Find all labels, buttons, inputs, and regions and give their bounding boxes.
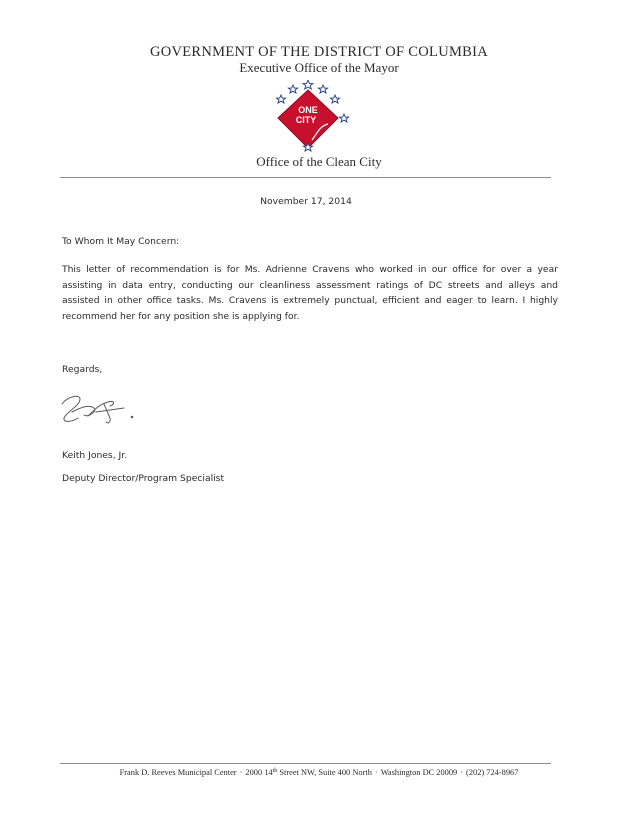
footer-street: Street NW, Suite 400 North xyxy=(277,768,372,777)
footer-street-suffix: th xyxy=(272,768,278,774)
logo-star-icon xyxy=(289,85,298,93)
letterhead-office: Office of the Clean City xyxy=(256,154,382,169)
signer-name: Keith Jones, Jr. xyxy=(62,450,128,461)
footer-phone: (202) 724-8967 xyxy=(466,768,519,777)
logo-star-icon xyxy=(303,80,313,89)
footer-separator: · xyxy=(239,768,243,777)
letterhead-divider xyxy=(60,177,551,178)
logo-star-icon xyxy=(331,95,340,103)
letterhead-executive-office: Executive Office of the Mayor xyxy=(239,60,399,75)
letter-body: This letter of recommendation is for Ms. Adrienne Cravens who worked in our office for over a year assisting in data entry, conducting our cleanliness assessment ratings of DC streets and alleys and assisted in other office tasks. Ms. Cravens is extremely punctual, efficient and eager to learn. I highly recommend her for any position she is applying for. xyxy=(62,264,558,322)
handwritten-signature xyxy=(58,382,148,434)
letter-salutation: To Whom It May Concern: xyxy=(62,236,180,247)
footer-address xyxy=(0,768,638,777)
one-city-logo xyxy=(262,80,354,156)
logo-text-one: ONE xyxy=(298,105,318,115)
logo-star-icon xyxy=(319,85,328,93)
letterhead-government: GOVERNMENT OF THE DISTRICT OF COLUMBIA xyxy=(149,44,489,60)
footer-divider xyxy=(60,763,551,764)
footer-city: Washington DC 20009 xyxy=(380,768,458,777)
letter-closing: Regards, xyxy=(62,364,103,375)
footer-separator: · xyxy=(460,768,464,777)
signer-title: Deputy Director/Program Specialist xyxy=(62,473,225,484)
footer-separator: · xyxy=(374,768,378,777)
footer-building: Frank D. Reeves Municipal Center xyxy=(119,768,237,777)
footer-street-number: 2000 14 xyxy=(245,768,273,777)
logo-text-city: CITY xyxy=(295,115,317,125)
letter-date: November 17, 2014 xyxy=(260,196,352,207)
logo-star-icon xyxy=(340,114,349,122)
logo-star-icon xyxy=(277,95,286,103)
